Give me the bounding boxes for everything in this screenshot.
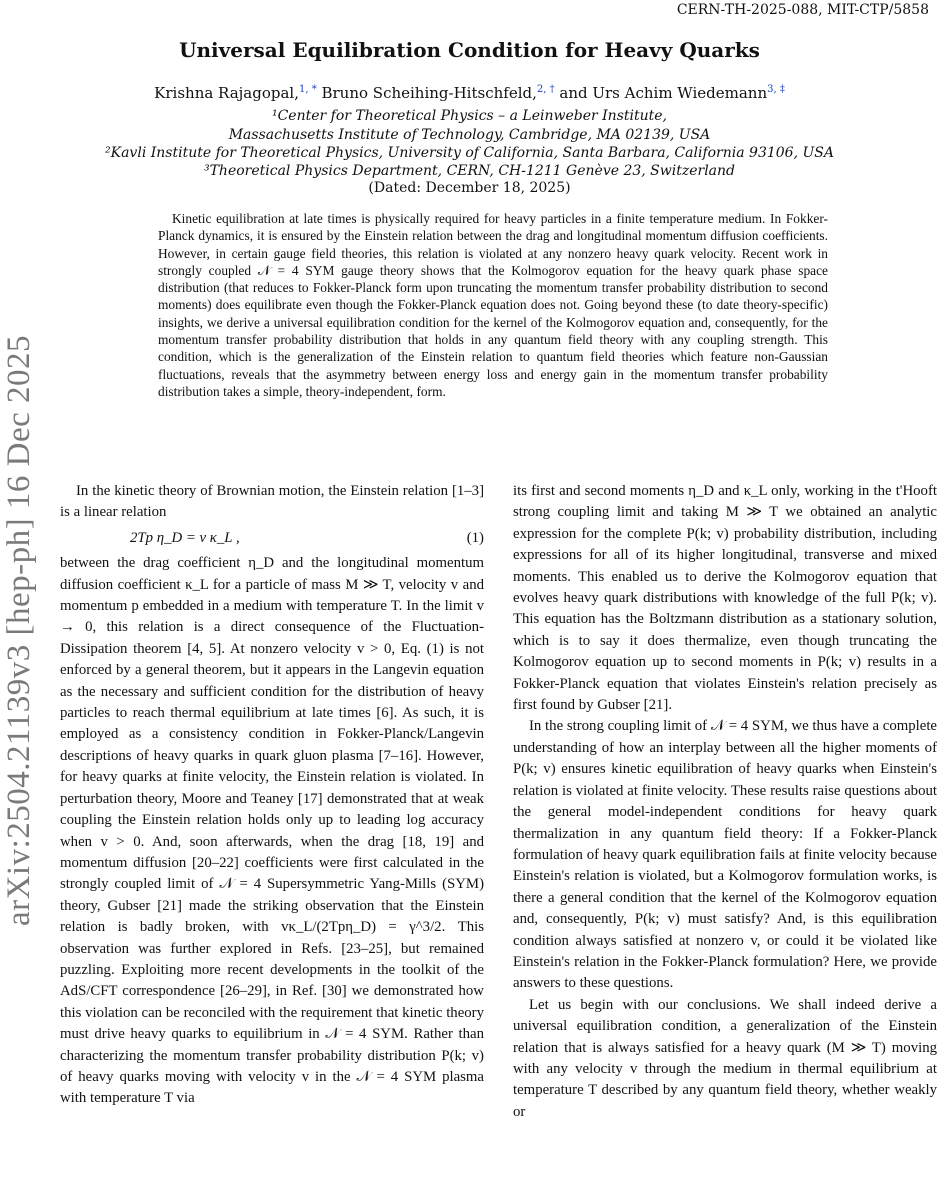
report-number: CERN-TH-2025-088, MIT-CTP/5858: [676, 2, 929, 18]
equation-1: [60, 524, 484, 553]
arxiv-identifier[interactable]: arXiv:2504.21139v3 [hep-ph] 16 Dec 2025: [1, 334, 38, 926]
author-rajagopal: Krishna Rajagopal,: [154, 84, 299, 102]
author-scheihing-affil[interactable]: 2, †: [536, 84, 555, 95]
author-wiedemann: and Urs Achim Wiedemann: [554, 84, 768, 102]
paragraph-strong-coupling: In the strong coupling limit of 𝒩 = 4 SYM, we thus have a complete understanding of how an interplay between all the higher moments of P(k; v) ensures kinetic equilibration of heavy quarks when Einstein's relation is violated at finite velocity. These results raise questions about the general model-independent conditions for heavy quark thermalization in any quantum field theory: If a Fokker-Planck formulation of heavy quark equilibration fails at finite velocity because Einstein's relation is violated, but a Kolmogorov formulation works, is there a general condition that the kernel of the Kolmogorov equation and, consequently, P(k; v) must satisfy? And, is this equilibration condition always satisfied at nonzero v, or could it be violated like Einstein's relation in the Fokker-Planck formulation? Here, we provide answers to these questions.: [513, 718, 937, 992]
abstract: Kinetic equilibration at late times is physically required for heavy particles in a finite temperature medium. In Fokker-Planck dynamics, it is ensured by the Einstein relation between the drag and longitudinal momentum diffusion coefficients. However, in certain gauge field theories, this relation is violated at any nonzero heavy quark velocity. Recent work in strongly coupled 𝒩 = 4 SYM gauge theory shows that the Kolmogorov equation for the heavy quark phase space distribution (that reduces to Fokker-Planck form upon truncating the momentum transfer probability distribution to second moments) does equilibrate even though the Fokker-Planck equation does not. Going beyond these (to date theory-specific) insights, we derive a universal equilibration condition for the kernel of the Kolmogorov equation and, consequently, for the momentum transfer probability distribution that holds in any quantum field theory with any coupling strength. This condition, which is the generalization of the Einstein relation to quantum field theories which feature non-Gaussian fluctuations, reveals that the asymmetry between energy loss and energy gain in the momentum transfer probability distribution takes a simple, theory-independent, form.: [158, 211, 828, 399]
equation-body: 2Tp η_D = v κ_L ,: [130, 529, 240, 546]
right-column: [513, 481, 937, 1123]
left-column: [60, 481, 484, 1110]
affiliation-1b: Massachusetts Institute of Technology, Cambridge, MA 02139, USA: [228, 127, 711, 143]
date-line: (Dated: December 18, 2025): [368, 180, 571, 196]
author-list: [0, 84, 939, 102]
paragraph-continued: its first and second moments η_D and κ_L only, working in the t'Hooft strong coupling limit and taking M ≫ T we obtained an analytic expression for the complete P(k; v) probability distribution, including expressions for all of its higher longitudinal, transverse and mixed moments. This enabled us to derive the Kolmogorov equation that evolves heavy quark distributions with knowledge of the full P(k; v). This equation has the Boltzmann distribution as a stationary solution, which is to say it does thermalize, even though truncating the Kolmogorov equation up to second moments in P(k; v) results in a Fokker-Planck equation that violates Einstein's relation precisely as first found by Gubser [21].: [513, 483, 937, 714]
author-rajagopal-affil[interactable]: 1, *: [298, 84, 317, 95]
author-scheihing: Bruno Scheihing-Hitschfeld,: [316, 84, 537, 102]
affiliation-1a: ¹Center for Theoretical Physics – a Leinweber Institute,: [271, 108, 667, 124]
paragraph-einstein: between the drag coefficient η_D and the longitudinal momentum diffusion coefficient κ_L for a particle of mass M ≫ T, velocity v and momentum p embedded in a medium with temperature T. In the limit v → 0, this relation is a direct consequence of the Fluctuation-Dissipation theorem [4, 5]. At nonzero velocity v > 0, Eq. (1) is not enforced by a general theorem, but it appears in the Langevin equation as the necessary and sufficient condition for the distribution of heavy particles to reach thermal equilibrium at late times [6]. As such, it is employed as a consistency condition in Fokker-Planck/Langevin descriptions of heavy quarks in quark gluon plasma [7–16]. However, for heavy quarks at finite velocity, the Einstein relation is violated. In perturbation theory, Moore and Teaney [17] demonstrated that at weak coupling the Einstein relation holds only up to leading log accuracy when v > 0. And, soon afterwards, when the drag [18, 19] and momentum diffusion [20–22] coefficients were first calculated in the strongly coupled limit of 𝒩 = 4 Supersymmetric Yang-Mills (SYM) theory, Gubser [21] made the striking observation that the Einstein relation is badly broken, with vκ_L/(2Tpη_D) = γ^3/2. This observation was further explored in Refs. [23–25], but remained puzzling. Exploiting more recent developments in the toolkit of the AdS/CFT correspondence [26–29], in Ref. [30] we demonstrated how this violation can be reconciled with the requirement that kinetic theory must drive heavy quarks to equilibrium in 𝒩 = 4 SYM. Rather than characterizing the momentum transfer probability distribution P(k; v) of heavy quarks moving with velocity v in the 𝒩 = 4 SYM plasma with temperature T via: [60, 555, 484, 1107]
affiliation-3: ³Theoretical Physics Department, CERN, CH-1211 Genève 23, Switzerland: [203, 163, 736, 179]
author-wiedemann-affil[interactable]: 3, ‡: [767, 84, 785, 95]
paragraph-intro: In the kinetic theory of Brownian motion, the Einstein relation [1–3] is a linear relation: [60, 483, 484, 521]
paper-title: Universal Equilibration Condition for Heavy Quarks: [179, 38, 760, 62]
equation-number: (1): [466, 529, 484, 546]
affiliation-2: ²Kavli Institute for Theoretical Physics, University of California, Santa Barbara, California 93106, USA: [105, 145, 834, 161]
arxiv-side-stamp: [0, 310, 40, 950]
paragraph-conclusions: Let us begin with our conclusions. We shall indeed derive a universal equilibration condition, a generalization of the Einstein relation that is always satisfied for a heavy quark (M ≫ T) moving with any velocity v through the medium in thermal equilibrium at temperature T described by any quantum field theory, whether weakly or: [513, 996, 937, 1120]
